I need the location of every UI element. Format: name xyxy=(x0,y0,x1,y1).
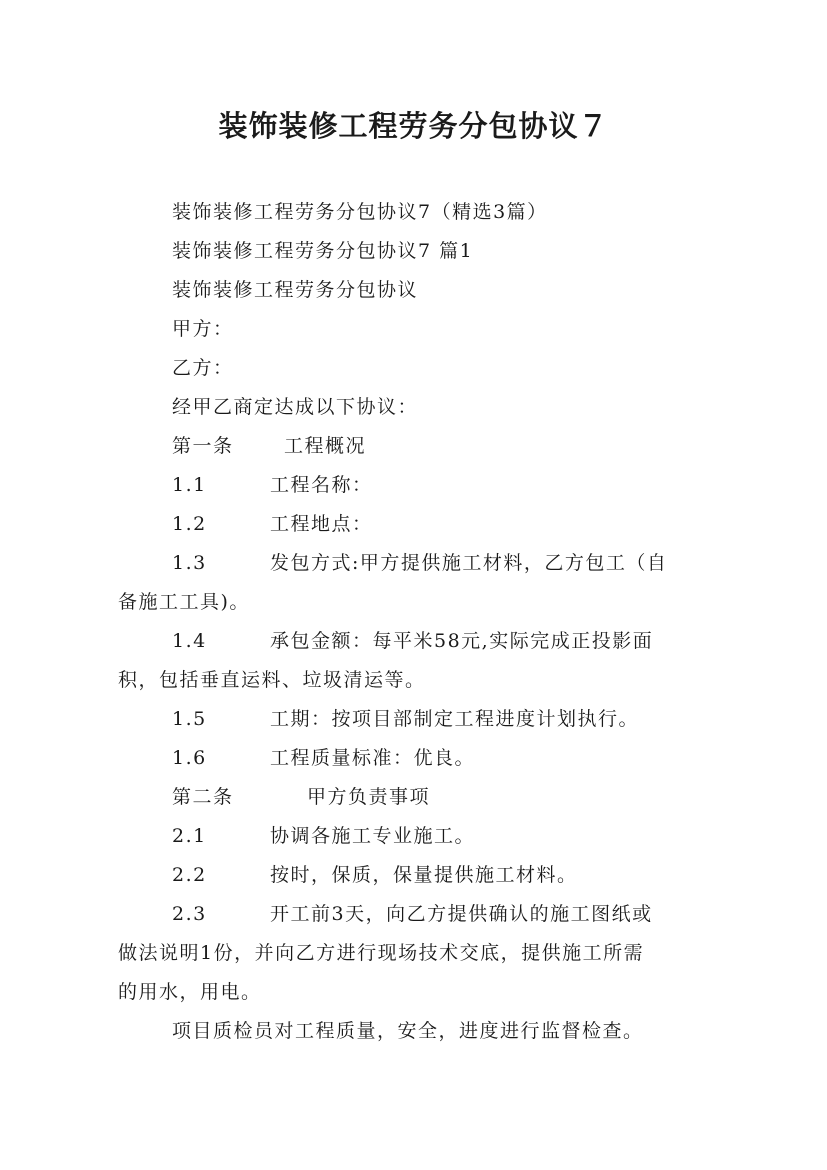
clause-number: 2.3 xyxy=(172,903,207,925)
clause-line xyxy=(172,707,712,731)
article-label: 第二条 xyxy=(172,786,234,808)
clause-continuation: 做法说明1份，并向乙方进行现场技术交底，提供施工所需 xyxy=(118,942,645,964)
clause-text: 工期：按项目部制定工程进度计划执行。 xyxy=(270,708,640,730)
clause-line xyxy=(172,629,712,653)
clause-text: 工程地点： xyxy=(270,513,373,535)
clause-number: 2.2 xyxy=(172,864,207,886)
clause-line xyxy=(172,863,712,887)
clause-continuation: 积，包括垂直运料、垃圾清运等。 xyxy=(118,669,426,691)
clause-continuation: 的用水，用电。 xyxy=(118,981,262,1003)
clause-number: 1.5 xyxy=(172,708,207,730)
intro-line: 装饰装修工程劳务分包协议7（精选3篇） xyxy=(172,201,548,223)
article-label: 第一条 xyxy=(172,435,234,457)
intro-line: 装饰装修工程劳务分包协议 xyxy=(172,279,419,301)
party-b-label: 乙方： xyxy=(172,357,234,379)
clause-text: 承包金额：每平米58元,实际完成正投影面 xyxy=(270,630,654,652)
clause-line xyxy=(172,473,712,497)
clause-line xyxy=(172,512,712,536)
article-title: 工程概况 xyxy=(284,435,367,457)
clause-line xyxy=(172,551,712,575)
document-title: 装饰装修工程劳务分包协议７ xyxy=(218,109,609,143)
clause-line xyxy=(172,902,712,926)
party-a-label: 甲方： xyxy=(172,318,234,340)
clause-number: 1.2 xyxy=(172,513,207,535)
article-heading xyxy=(172,785,712,809)
clause-number: 2.1 xyxy=(172,825,207,847)
clause-continuation: 备施工工具)。 xyxy=(118,591,250,613)
clause-text: 按时，保质，保量提供施工材料。 xyxy=(270,864,578,886)
clause-text: 工程名称： xyxy=(270,474,373,496)
clause-text: 发包方式:甲方提供施工材料，乙方包工（自 xyxy=(270,552,668,574)
clause-line xyxy=(172,746,712,770)
clause-text: 协调各施工专业施工。 xyxy=(270,825,476,847)
intro-line: 装饰装修工程劳务分包协议7 篇1 xyxy=(172,240,474,262)
clause-number: 1.1 xyxy=(172,474,207,496)
clause-text: 工程质量标准：优良。 xyxy=(270,747,476,769)
clause-line xyxy=(172,824,712,848)
clause-number: 1.4 xyxy=(172,630,207,652)
clause-text: 开工前3天，向乙方提供确认的施工图纸或 xyxy=(270,903,653,925)
intro-line: 经甲乙商定达成以下协议： xyxy=(172,396,419,418)
clause-number: 1.6 xyxy=(172,747,207,769)
article-heading xyxy=(172,434,712,458)
clause-number: 1.3 xyxy=(172,552,207,574)
closing-line: 项目质检员对工程质量，安全，进度进行监督检查。 xyxy=(172,1020,644,1042)
article-title: 甲方负责事项 xyxy=(307,786,431,808)
